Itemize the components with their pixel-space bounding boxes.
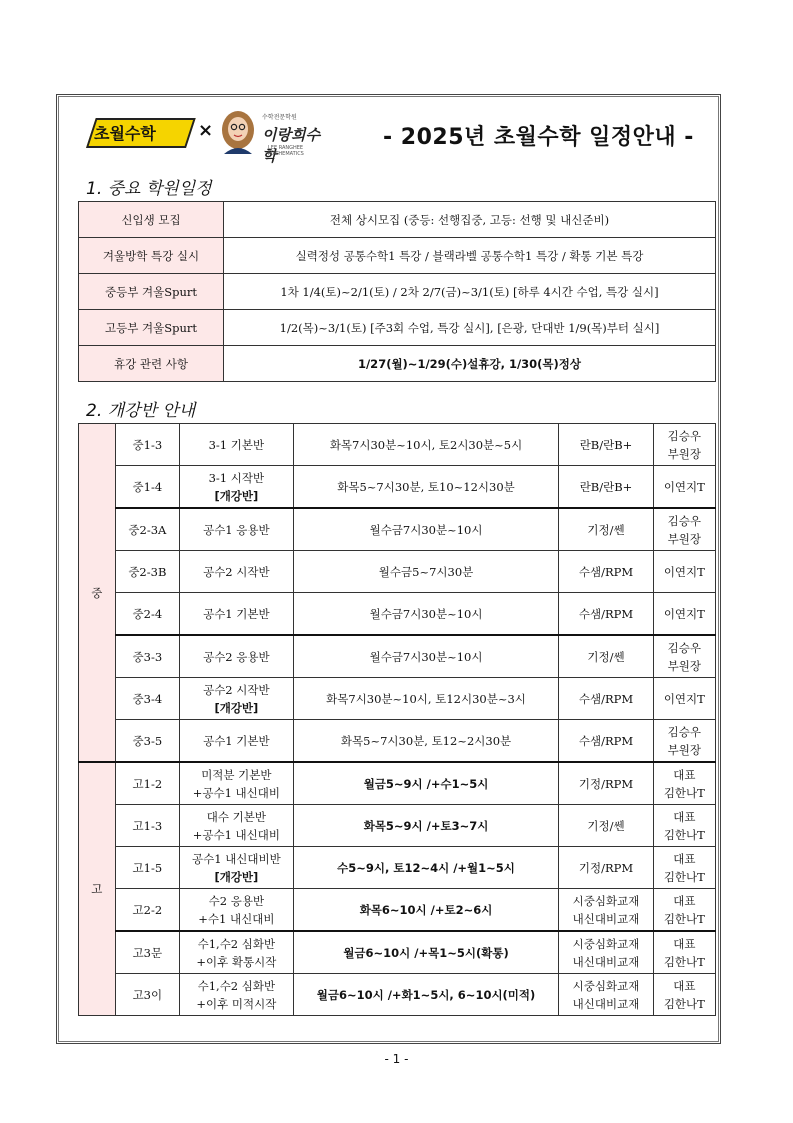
partner-logo [218, 110, 333, 165]
class-book: 기정/RPM [559, 762, 653, 805]
table-row [79, 720, 716, 763]
table-row [79, 805, 716, 847]
table-row [79, 551, 716, 593]
class-time: 수5~9시, 토12~4시 /+월1~5시 [293, 847, 559, 889]
table-row [79, 847, 716, 889]
row-value: 1차 1/4(토)~2/1(토) / 2차 2/7(금)~3/1(토) [하루 4시간 수업, 특강 실시] [224, 274, 716, 310]
class-name: 공수2 응용반 [180, 635, 294, 678]
portrait-icon [218, 110, 258, 154]
row-label: 겨울방학 특강 실시 [79, 238, 224, 274]
class-code: 고1-5 [115, 847, 179, 889]
table-row [79, 889, 716, 932]
class-time: 월수금7시30분~10시 [293, 635, 559, 678]
class-teacher: 대표 김한나T [653, 762, 715, 805]
table-row [79, 238, 716, 274]
class-book: 수샘/RPM [559, 720, 653, 763]
table-row [79, 274, 716, 310]
class-teacher: 대표 김한나T [653, 889, 715, 932]
row-label: 고등부 겨울Spurt [79, 310, 224, 346]
group-high: 고 [79, 762, 116, 1016]
table-row [79, 346, 716, 382]
table-row [79, 202, 716, 238]
class-teacher: 이연지T [653, 593, 715, 636]
class-teacher: 이연지T [653, 466, 715, 509]
class-book: 란B/란B+ [559, 424, 653, 466]
class-teacher: 이연지T [653, 551, 715, 593]
class-book: 기정/쎈 [559, 508, 653, 551]
class-teacher: 김승우 부원장 [653, 635, 715, 678]
class-teacher: 대표 김한나T [653, 847, 715, 889]
class-name: 수1,수2 심화반 +이후 미적시작 [180, 974, 294, 1016]
class-time: 화목5~7시30분, 토12~2시30분 [293, 720, 559, 763]
class-code: 중3-5 [115, 720, 179, 763]
class-code: 고1-3 [115, 805, 179, 847]
row-label: 신입생 모집 [79, 202, 224, 238]
table-row [79, 593, 716, 636]
class-teacher: 이연지T [653, 678, 715, 720]
class-time: 화목6~10시 /+토2~6시 [293, 889, 559, 932]
class-teacher: 김승우 부원장 [653, 508, 715, 551]
class-name: 공수1 기본반 [180, 720, 294, 763]
row-value: 실력정성 공통수학1 특강 / 블랙라벨 공통수학1 특강 / 확통 기본 특강 [224, 238, 716, 274]
class-code: 고3이 [115, 974, 179, 1016]
table-row [79, 762, 716, 805]
class-time: 월수금5~7시30분 [293, 551, 559, 593]
class-code: 중3-4 [115, 678, 179, 720]
class-book: 기정/쎈 [559, 805, 653, 847]
table-row [79, 678, 716, 720]
class-code: 중2-3B [115, 551, 179, 593]
class-code: 고2-2 [115, 889, 179, 932]
class-book: 시중심화교재 내신대비교재 [559, 974, 653, 1016]
class-teacher: 대표 김한나T [653, 931, 715, 974]
section2-title: 2. 개강반 안내 [86, 401, 196, 421]
class-time: 월수금7시30분~10시 [293, 593, 559, 636]
section1-title: 1. 중요 학원일정 [86, 179, 212, 199]
class-time: 화목7시30분~10시, 토2시30분~5시 [293, 424, 559, 466]
brand-logo [86, 116, 194, 150]
table-row [79, 310, 716, 346]
class-teacher: 김승우 부원장 [653, 720, 715, 763]
table-row [79, 508, 716, 551]
class-code: 중3-3 [115, 635, 179, 678]
class-book: 수샘/RPM [559, 678, 653, 720]
row-value: 전체 상시모집 (중등: 선행집중, 고등: 선행 및 내신준비) [224, 202, 716, 238]
class-book: 수샘/RPM [559, 551, 653, 593]
class-teacher: 대표 김한나T [653, 974, 715, 1016]
class-name: 공수1 내신대비반 [개강반] [180, 847, 294, 889]
class-name: 공수1 응용반 [180, 508, 294, 551]
class-code: 고1-2 [115, 762, 179, 805]
class-time: 월금6~10시 /+화1~5시, 6~10시(미적) [293, 974, 559, 1016]
class-book: 란B/란B+ [559, 466, 653, 509]
class-code: 중2-4 [115, 593, 179, 636]
class-table [78, 423, 716, 1016]
class-teacher: 대표 김한나T [653, 805, 715, 847]
partner-name: 이랑희수학 [262, 126, 320, 165]
class-teacher: 김승우 부원장 [653, 424, 715, 466]
class-name: 공수2 시작반 [180, 551, 294, 593]
class-book: 수샘/RPM [559, 593, 653, 636]
table-row [79, 466, 716, 509]
partner-sub: 수학전문학원 [262, 114, 297, 121]
page-number: - 1 - [384, 1052, 409, 1066]
class-code: 중2-3A [115, 508, 179, 551]
row-value: 1/27(월)~1/29(수)설휴강, 1/30(목)정상 [224, 346, 716, 382]
class-book: 시중심화교재 내신대비교재 [559, 931, 653, 974]
class-time: 월수금7시30분~10시 [293, 508, 559, 551]
partner-eng: LEE RANGHEE MATHEMATICS [268, 145, 304, 157]
class-name: 3-1 기본반 [180, 424, 294, 466]
document-title: - 2025년 초월수학 일정안내 - [383, 125, 694, 150]
class-name: 3-1 시작반 [개강반] [180, 466, 294, 509]
row-label: 중등부 겨울Spurt [79, 274, 224, 310]
class-book: 기정/RPM [559, 847, 653, 889]
class-code: 중1-3 [115, 424, 179, 466]
class-name: 대수 기본반 +공수1 내신대비 [180, 805, 294, 847]
class-code: 고3문 [115, 931, 179, 974]
class-name: 공수2 시작반 [개강반] [180, 678, 294, 720]
class-name: 수2 응용반 +수1 내신대비 [180, 889, 294, 932]
table-row [79, 974, 716, 1016]
class-name: 공수1 기본반 [180, 593, 294, 636]
row-label: 휴강 관련 사항 [79, 346, 224, 382]
table-row [79, 424, 716, 466]
times-symbol: × [198, 120, 214, 141]
class-book: 기정/쎈 [559, 635, 653, 678]
brand-text: 초월수학 [94, 124, 156, 143]
class-time: 화목5~9시 /+토3~7시 [293, 805, 559, 847]
group-middle: 중 [79, 424, 116, 763]
schedule-table [78, 201, 716, 382]
table-row [79, 931, 716, 974]
class-name: 미적분 기본반 +공수1 내신대비 [180, 762, 294, 805]
class-name: 수1,수2 심화반 +이후 확통시작 [180, 931, 294, 974]
row-value: 1/2(목)~3/1(토) [주3회 수업, 특강 실시], [은광, 단대반 1/9(목)부터 실시] [224, 310, 716, 346]
class-code: 중1-4 [115, 466, 179, 509]
class-time: 월금5~9시 /+수1~5시 [293, 762, 559, 805]
table-row [79, 635, 716, 678]
class-time: 월금6~10시 /+목1~5시(확통) [293, 931, 559, 974]
class-time: 화목7시30분~10시, 토12시30분~3시 [293, 678, 559, 720]
class-time: 화목5~7시30분, 토10~12시30분 [293, 466, 559, 509]
class-book: 시중심화교재 내신대비교재 [559, 889, 653, 932]
